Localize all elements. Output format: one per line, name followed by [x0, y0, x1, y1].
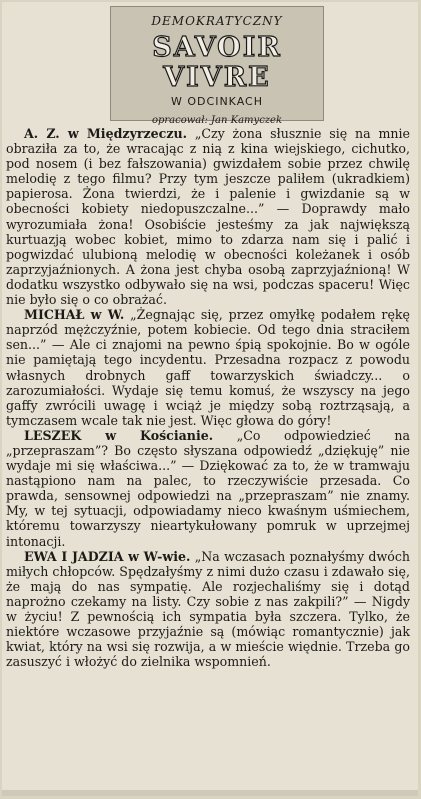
letter-addressee: EWA I JADZIA w W-wie. — [24, 548, 191, 564]
masthead-kicker: DEMOKRATYCZNY — [151, 14, 283, 28]
masthead-author: opracował: Jan Kamyczek — [151, 115, 283, 126]
letter-addressee: LESZEK w Kościanie. — [24, 427, 214, 443]
letters-column — [6, 126, 410, 669]
letter-body: „Żegnając się, przez omyłkę podałem rękę naprzód mężczyźnie, potem kobiecie. Od tego dnia straciłem sen...” — Ale ci znajomi na pewno śpią spokojnie. Bo w ogóle nie pamiętają tego incydentu. Przesadna rozpacz z powodu własnych drobnych gaff towarzyskich świadczy... o zarozumiałości. Wydaje się temu komuś, że wszyscy na jego gaffy zwrócili uwagę i wciąż je między sobą roztrząsają, a tymczasem wcale tak nie jest. Więc głowa do góry! — [6, 307, 410, 428]
letter-body: „Na wczasach poznałyśmy dwóch miłych chłopców. Spędzałyśmy z nimi dużo czasu i zdawało się, że mają do nas sympatię. Ale rozjechaliśmy się i dotąd naprożno czekamy na listy. Czy sobie z nas zakpili?” — Nigdy w życiu! Z pewnością ich sympatia była szczera. Tylko, że niektóre wczasowe przyjaźnie są (mówiąc romantycznie) jak kwiat, który na wsi się rozwija, a w mieście więdnie. Trzeba go zasuszyć i włożyć do zielnika wspomnień. — [6, 548, 410, 670]
letter-body: „Co odpowiedzieć na „przepraszam”? Bo często słyszana odpowiedź „dziękuję” nie wydaje mi się właściwa...” — Dziękować za to, że w tramwaju nastąpiono nam na palec, to rzeczywiście przesada. Co prawda, sensownej odpowiedzi na „przepraszam” nie znamy. My, w tej sytuacji, odpowiadamy nieco kwaśnym uśmiechem, któremu towarzyszy nieartykułowany pomruk w uprzejmej intonacji. — [6, 427, 410, 549]
letter-body: „Czy żona słusznie się na mnie obraziła za to, że wracając z nią z kina wiejskiego, cichutko, pod nosem (i bez fałszowania) gwizdałem sobie przez chwilę melodię z tego filmu? Przy tym jeszcze paliłem (ukradkiem) papierosa. Żona twierdzi, że i palenie i gwizdanie są w obecności kobiety niedopuszczalne...” — Doprawdy mało wyrozumiała żona! Osobiście jesteśmy za jak największą kurtuazją wobec kobiet, mimo to zdarza nam się i palić i pogwizdać ulubioną melodię w obecności koleżanek i osób zaprzyjaźnionych. A żona jest chyba osobą zaprzyjaźnioną! W dodatku wszystko odbywało się na wsi, podczas spaceru! Więc nie było się o co obrażać. — [6, 126, 410, 308]
letter-reply — [6, 307, 410, 428]
newspaper-clipping — [2, 2, 418, 796]
column-masthead — [110, 6, 324, 126]
letter-reply — [6, 428, 410, 549]
masthead-title: SAVOIR VIVRE — [152, 32, 282, 93]
letter-reply — [6, 126, 410, 307]
letter-addressee: MICHAŁ w W. — [24, 307, 125, 323]
masthead-subtitle: W ODCINKACH — [171, 95, 263, 108]
bottom-edge — [2, 790, 418, 796]
letter-reply — [6, 549, 410, 670]
letter-addressee: A. Z. w Międzyrzeczu. — [24, 126, 188, 141]
